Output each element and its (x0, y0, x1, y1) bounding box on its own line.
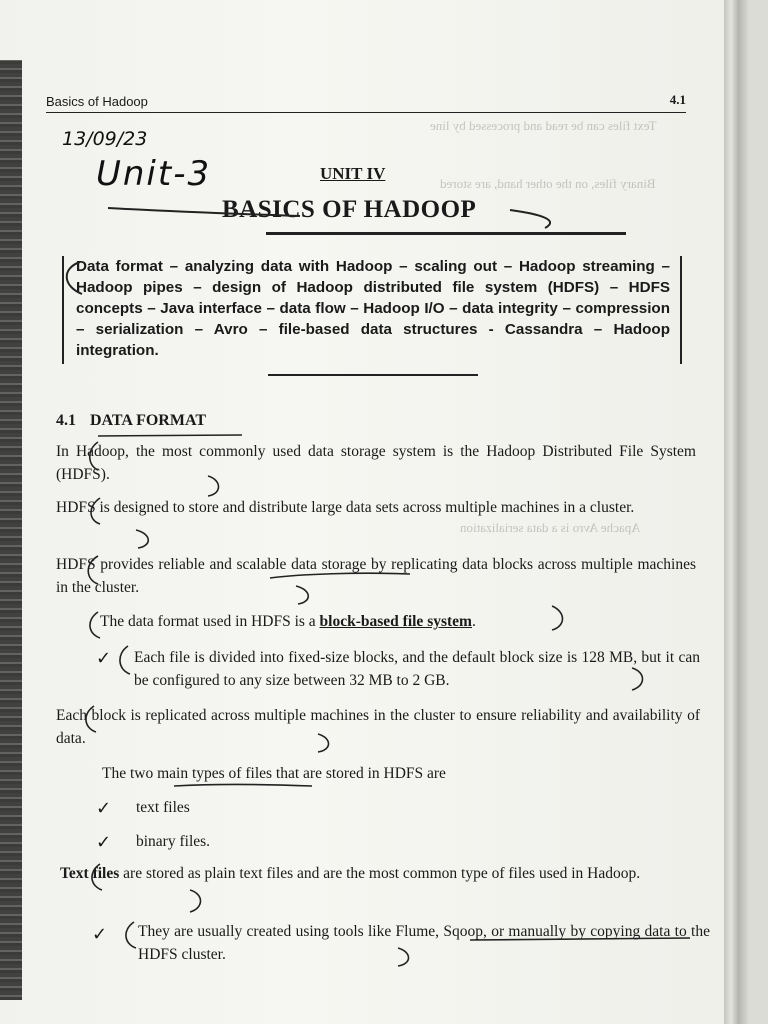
text-run: . (471, 613, 476, 630)
paragraph: HDFS provides reliable and scalable data storage by replicating data blocks across multiple machines in the cluster. (56, 556, 696, 596)
running-title: Basics of Hadoop (46, 94, 148, 109)
paragraph: Each block is replicated across multiple machines in the cluster to ensure reliability and availability of data. (56, 707, 700, 747)
paragraph: In Hadoop, the most commonly used data storage system is the Hadoop Distributed File System (HDFS). (56, 443, 696, 483)
bleed-through-text: Apache Avro is a data serialization (460, 520, 641, 535)
checkmark-icon: ✓ (96, 832, 112, 853)
chapter-title: BASICS OF HADOOP (222, 196, 477, 223)
paragraph: HDFS is designed to store and distribute large data sets across multiple machines in a cluster. (56, 499, 635, 516)
paragraph: Each file is divided into fixed-size blocks, and the default block size is 128 MB, but it can be configured to any size between 32 MB to 2 GB. (134, 649, 700, 689)
bleed-through-text: Text files can be read and processed by line (430, 118, 657, 133)
paragraph: They are usually created using tools like Flume, Sqoop, or manually by copying data to the HDFS cluster. (138, 923, 710, 963)
list-item: binary files. (136, 833, 211, 850)
paragraph: The two main types of files that are stored in HDFS are (102, 765, 446, 782)
unit-label: UNIT IV (320, 164, 386, 183)
text-run: are stored as plain text files and are the most common type of files used in Hadoop. (119, 865, 641, 882)
section-number: 4.1 (56, 412, 76, 429)
text-run: The data format used in HDFS is a (100, 613, 320, 630)
list-item: text files (136, 799, 190, 816)
key-term: Text files (60, 865, 120, 882)
section-title: DATA FORMAT (90, 412, 206, 429)
key-term: block-based file system (319, 613, 472, 630)
checkmark-icon: ✓ (96, 648, 112, 669)
handwritten-date: 13/09/23 (62, 128, 148, 150)
bleed-through-text: Binary files, on the other hand, are stored (440, 176, 656, 191)
page-number: 4.1 (669, 92, 686, 107)
checkmark-icon: ✓ (96, 798, 112, 819)
checkmark-icon: ✓ (92, 924, 108, 945)
syllabus-box: Data format – analyzing data with Hadoop – scaling out – Hadoop streaming – Hadoop pipes – design of Hadoop distributed file system (HDFS) – HDFS concepts – Java interface – data flow – Hadoop I/O – data integrity – compression – serialization – Avro – file-based data structures - Cassandra – Hadoop integration. (62, 256, 682, 364)
handwritten-unit-note: Unit-3 (96, 154, 212, 194)
